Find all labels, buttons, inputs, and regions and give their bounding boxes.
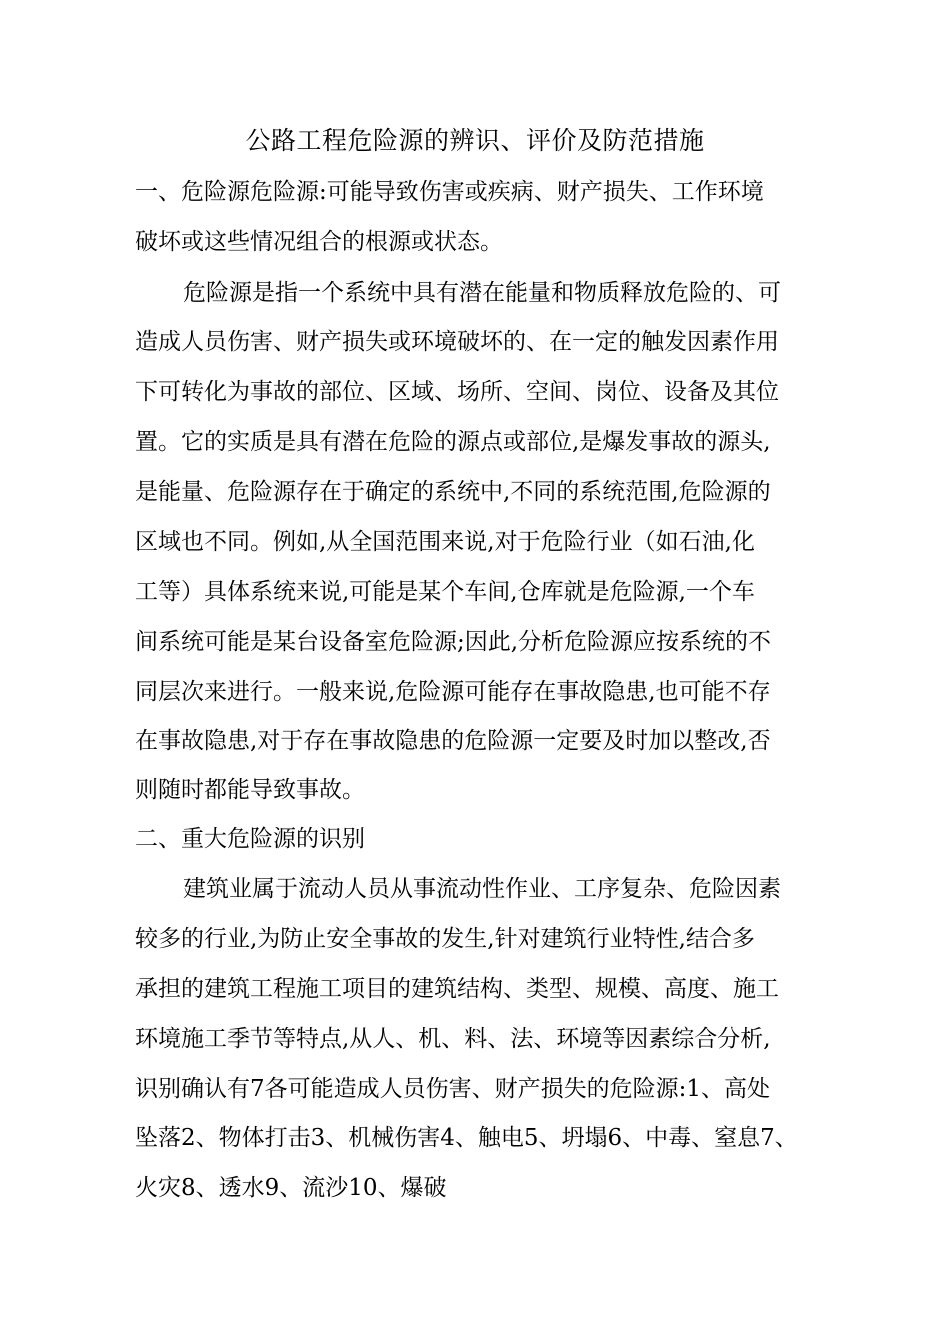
text-line: 火灾8、透水9、流沙10、爆破 — [135, 1175, 447, 1201]
text-line: 一、危险源危险源:可能导致伤害或疾病、财产损失、工作环境 — [135, 179, 764, 205]
text-line: 则随时都能导致事故。 — [135, 777, 365, 803]
text-line: 识别确认有7各可能造成人员伤害、财产损失的危险源:1、高处 — [135, 1076, 771, 1102]
paragraph-first-line: 危险源是指一个系统中具有潜在能量和物质释放危险的、可 — [183, 280, 781, 306]
text-line: 造成人员伤害、财产损失或环境破坏的、在一定的触发因素作用 — [135, 329, 779, 355]
document-title: 公路工程危险源的辨识、评价及防范措施 — [245, 126, 705, 155]
text-line: 环境施工季节等特点,从人、机、料、法、环境等因素综合分析, — [135, 1026, 771, 1052]
text-line: 置。它的实质是具有潜在危险的源点或部位,是爆发事故的源头, — [135, 429, 771, 455]
text-line: 在事故隐患,对于存在事故隐患的危险源一定要及时加以整改,否 — [135, 728, 771, 754]
text-line: 区域也不同。例如,从全国范围来说,对于危险行业（如石油,化 — [135, 529, 755, 555]
text-line: 坠落2、物体打击3、机械伤害4、触电5、坍塌6、中毒、窒息7、 — [135, 1125, 798, 1151]
section-heading: 二、重大危险源的识别 — [135, 826, 365, 852]
text-line: 同层次来进行。一般来说,危险源可能存在事故隐患,也可能不存 — [135, 679, 771, 705]
text-line: 破坏或这些情况组合的根源或状态。 — [135, 229, 503, 255]
text-line: 下可转化为事故的部位、区域、场所、空间、岗位、设备及其位 — [135, 379, 779, 405]
paragraph-first-line: 建筑业属于流动人员从事流动性作业、工序复杂、危险因素 — [183, 876, 781, 902]
text-line: 承担的建筑工程施工项目的建筑结构、类型、规模、高度、施工 — [135, 976, 779, 1002]
text-line: 较多的行业,为防止安全事故的发生,针对建筑行业特性,结合多 — [135, 926, 755, 952]
text-line: 是能量、危险源存在于确定的系统中,不同的系统范围,危险源的 — [135, 479, 771, 505]
text-line: 间系统可能是某台设备室危险源;因此,分析危险源应按系统的不 — [135, 629, 772, 655]
text-line: 工等）具体系统来说,可能是某个车间,仓库就是危险源,一个车 — [135, 579, 755, 605]
